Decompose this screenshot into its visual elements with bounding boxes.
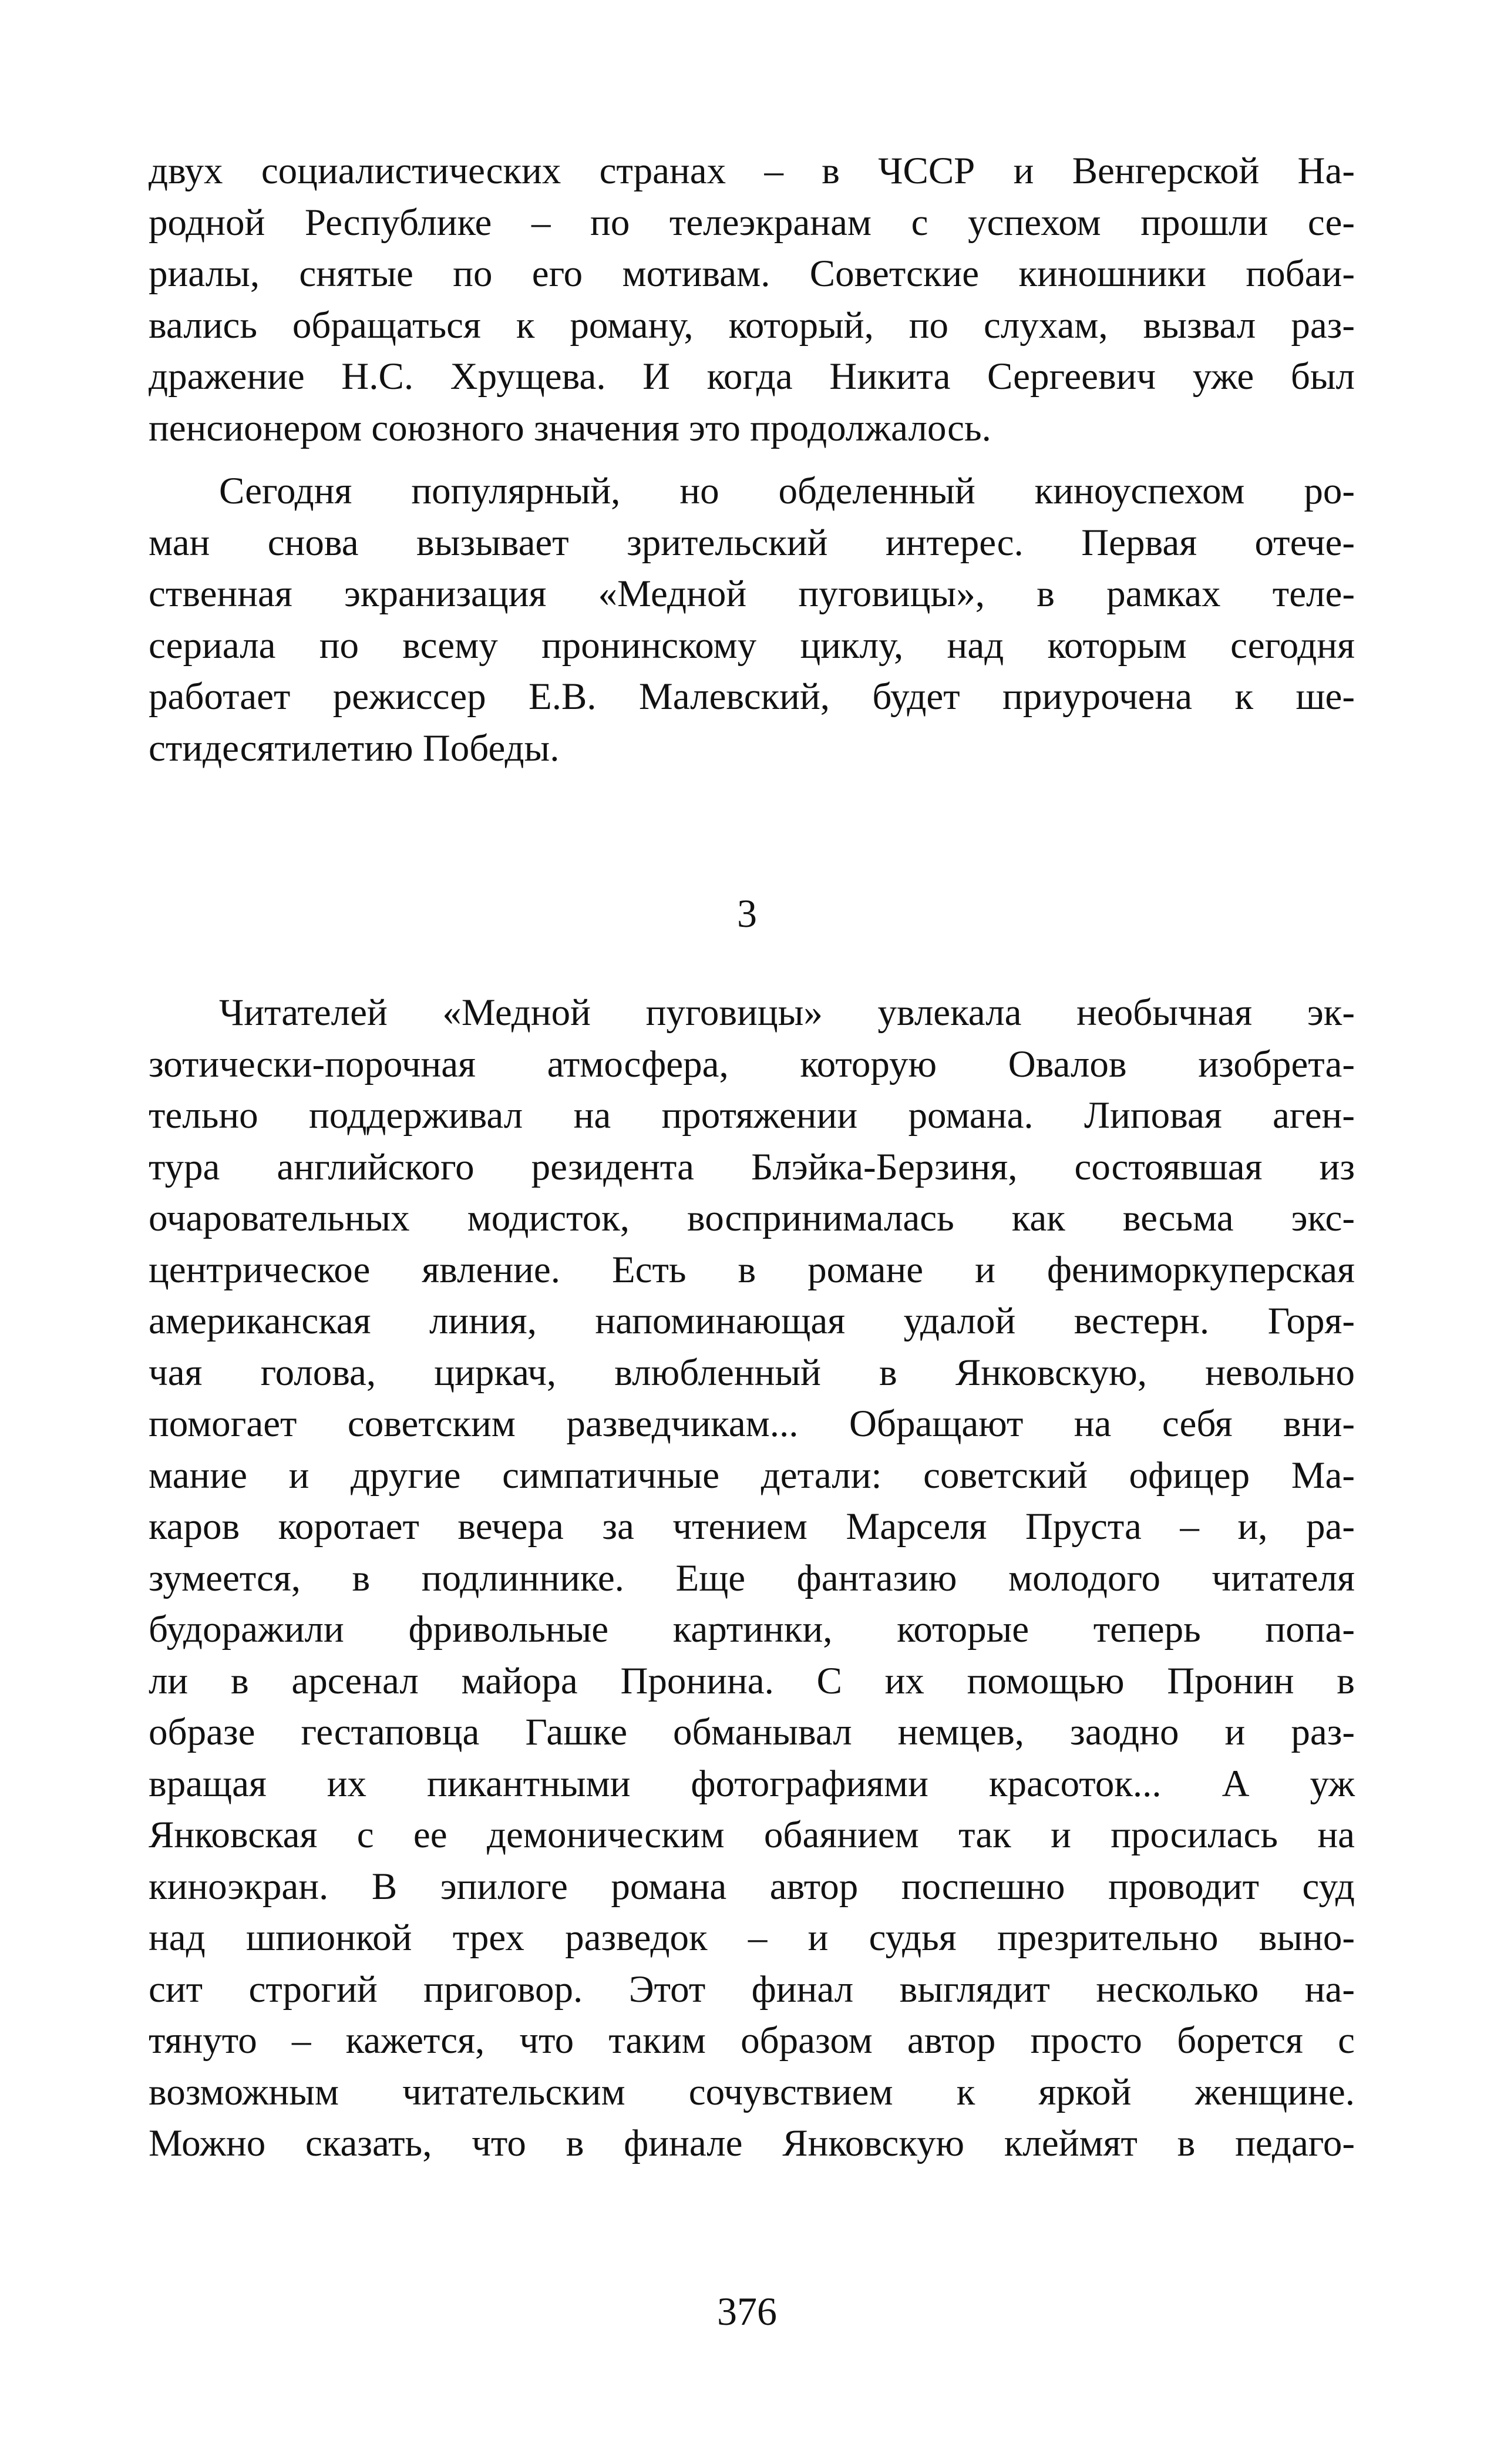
text-line: ли в арсенал майора Пронина. С их помощью Пронин в xyxy=(149,1659,1355,1702)
text-line: центрическое явление. Есть в романе и фениморкуперская xyxy=(149,1248,1355,1291)
text-line: тянуто – кажется, что таким образом автор просто борется с xyxy=(149,2019,1355,2062)
page-number: 376 xyxy=(717,2289,777,2334)
text-line: возможным читательским сочувствием к яркой женщине. xyxy=(149,2070,1355,2113)
text-line: ственная экранизация «Медной пуговицы», в рамках теле- xyxy=(149,573,1355,615)
paragraph-3 xyxy=(149,987,1355,2170)
text-line: Янковская с ее демоническим обаянием так и просилась на xyxy=(149,1814,1355,1856)
text-line: мание и другие симпатичные детали: советский офицер Ма- xyxy=(149,1454,1355,1497)
text-line: стидесятилетию Победы. xyxy=(149,727,560,769)
text-line: Сегодня популярный, но обделенный киноуспехом ро- xyxy=(219,470,1355,512)
paragraph-2 xyxy=(149,466,1355,774)
text-line: работает режиссер Е.В. Малевский, будет приурочена к ше- xyxy=(149,675,1355,718)
text-line: Читателей «Медной пуговицы» увлекала необычная эк- xyxy=(219,991,1355,1034)
paragraph-1 xyxy=(149,146,1355,454)
text-line: вались обращаться к роману, который, по слухам, вызвал раз- xyxy=(149,304,1355,347)
text-line: чая голова, циркач, влюбленный в Янковскую, невольно xyxy=(149,1351,1355,1394)
section-number: 3 xyxy=(737,891,757,936)
text-line: зумеется, в подлиннике. Еще фантазию молодого читателя xyxy=(149,1557,1355,1599)
text-line: дражение Н.С. Хрущева. И когда Никита Сергеевич уже был xyxy=(149,355,1355,398)
text-line: тельно поддерживал на протяжении романа. Липовая аген- xyxy=(149,1094,1355,1137)
text-line: киноэкран. В эпилоге романа автор поспешно проводит суд xyxy=(149,1865,1355,1908)
text-line: очаровательных модисток, воспринималась как весьма экс- xyxy=(149,1197,1355,1239)
text-line: вращая их пикантными фотографиями красоток... А уж xyxy=(149,1762,1355,1805)
text-line: над шпионкой трех разведок – и судья презрительно выно- xyxy=(149,1917,1355,1959)
text-line: образе гестаповца Гашке обманывал немцев, заодно и раз- xyxy=(149,1711,1355,1753)
text-line: зотически-порочная атмосфера, которую Овалов изобрета- xyxy=(149,1043,1355,1085)
text-line: тура английского резидента Блэйка-Берзиня, состоявшая из xyxy=(149,1145,1355,1188)
text-line: риалы, снятые по его мотивам. Советские киношники побаи- xyxy=(149,253,1355,295)
text-line: пенсионером союзного значения это продолжалось. xyxy=(149,406,991,449)
text-line: помогает советским разведчикам... Обращают на себя вни- xyxy=(149,1403,1355,1445)
text-line: двух социалистических странах – в ЧССР и Венгерской На- xyxy=(149,150,1355,192)
text-line: сит строгий приговор. Этот финал выглядит несколько на- xyxy=(149,1968,1355,2011)
text-line: Можно сказать, что в финале Янковскую клеймят в педаго- xyxy=(149,2122,1355,2164)
text-line: будоражили фривольные картинки, которые теперь попа- xyxy=(149,1608,1355,1650)
text-line: родной Республике – по телеэкранам с успехом прошли се- xyxy=(149,201,1355,244)
text-line: каров коротает вечера за чтением Марселя Пруста – и, ра- xyxy=(149,1505,1355,1548)
text-line: сериала по всему пронинскому циклу, над которым сегодня xyxy=(149,624,1355,667)
text-line: ман снова вызывает зрительский интерес. Первая отече- xyxy=(149,521,1355,564)
text-line: американская линия, напоминающая удалой вестерн. Горя- xyxy=(149,1300,1355,1342)
